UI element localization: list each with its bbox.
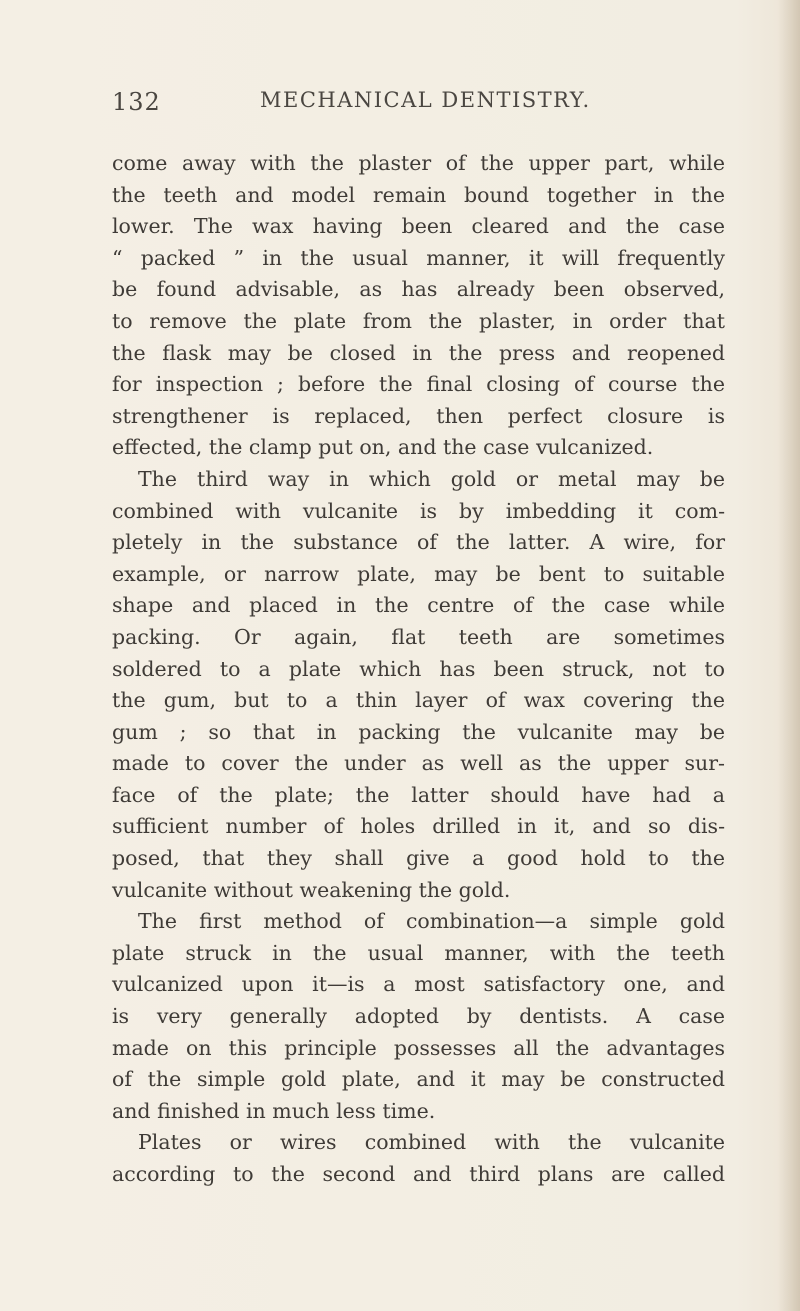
- text-line: the gum, but to a thin layer of wax covering the: [112, 688, 725, 713]
- text-line: lower. The wax having been cleared and the case: [112, 214, 725, 239]
- page-edge-shadow: [778, 0, 800, 1311]
- text-line: the flask may be closed in the press and reopened: [112, 340, 725, 365]
- text-line: of the simple gold plate, and it may be constructed: [112, 1067, 725, 1092]
- text-line: to remove the plate from the plaster, in order that: [112, 308, 725, 333]
- text-line: “ packed ” in the usual manner, it will frequently: [112, 245, 725, 270]
- text-line: made on this principle possesses all the advantages: [112, 1035, 725, 1060]
- text-line: and finished in much less time.: [112, 1098, 436, 1123]
- text-line: gum ; so that in packing the vulcanite may be: [112, 719, 725, 744]
- text-line: shape and placed in the centre of the case while: [112, 593, 725, 618]
- text-line: be found advisable, as has already been observed,: [112, 277, 725, 302]
- body-text: [112, 148, 725, 1191]
- running-head: MECHANICAL DENTISTRY.: [260, 88, 591, 112]
- text-line: vulcanite without weakening the gold.: [112, 877, 511, 902]
- text-line: according to the second and third plans are called: [112, 1162, 725, 1186]
- text-line: come away with the plaster of the upper part, while: [112, 151, 725, 175]
- text-line: packing. Or again, flat teeth are sometimes: [112, 624, 725, 649]
- text-line: strengthener is replaced, then perfect closure is: [112, 403, 725, 428]
- text-line: effected, the clamp put on, and the case vulcanized.: [112, 435, 654, 460]
- text-line: posed, that they shall give a good hold to the: [112, 846, 725, 871]
- text-line: made to cover the under as well as the upper sur-: [112, 751, 725, 776]
- text-line: The third way in which gold or metal may be: [138, 466, 725, 491]
- text-line: soldered to a plate which has been struck, not to: [112, 656, 725, 681]
- text-line: plate struck in the usual manner, with the teeth: [112, 940, 725, 965]
- page-header: [112, 88, 717, 128]
- text-line: sufficient number of holes drilled in it, and so dis-: [112, 814, 725, 839]
- text-line: is very generally adopted by dentists. A case: [112, 1004, 725, 1029]
- text-line: the teeth and model remain bound together in the: [112, 182, 725, 207]
- text-line: example, or narrow plate, may be bent to suitable: [112, 561, 725, 586]
- text-line: face of the plate; the latter should have had a: [112, 782, 725, 807]
- text-line: for inspection ; before the final closing of course the: [112, 372, 725, 397]
- text-line: Plates or wires combined with the vulcanite: [138, 1130, 725, 1155]
- text-line: The first method of combination—a simple gold: [138, 909, 725, 934]
- page-number: 132: [112, 88, 161, 116]
- text-line: combined with vulcanite is by imbedding it com-: [112, 498, 725, 523]
- text-line: pletely in the substance of the latter. A wire, for: [112, 530, 725, 555]
- text-line: vulcanized upon it—is a most satisfactory one, and: [112, 972, 725, 997]
